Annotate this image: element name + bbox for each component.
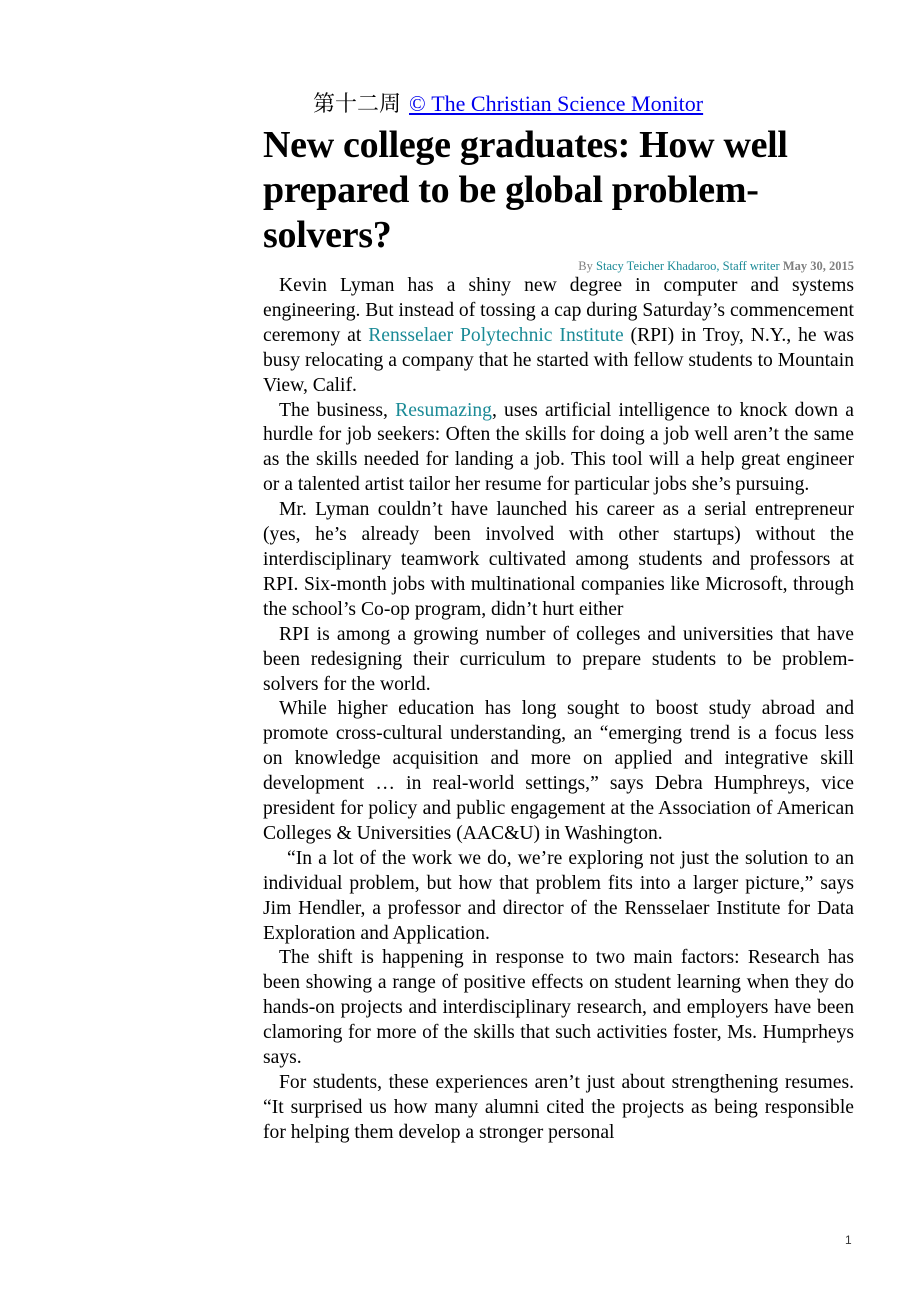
paragraph-2 <box>263 399 854 499</box>
article-body <box>263 274 854 1146</box>
byline-author-link[interactable]: Stacy Teicher Khadaroo, Staff writer <box>596 259 780 273</box>
paragraph-1 <box>263 274 854 399</box>
byline-by: By <box>578 259 593 273</box>
byline <box>263 258 854 274</box>
paragraph-text: , uses artificial intelligence to knock down a hurdle for job seekers: Often the skills for doing a job well aren’t the same as the skills needed for landing a job. This tool will a help great engineer or a talented artist tailor her resume for particular jobs she’s pursuing. <box>263 399 854 496</box>
paragraph-6: “In a lot of the work we do, we’re exploring not just the solution to an individual problem, but how that problem fits into a larger picture,” says Jim Hendler, a professor and director of the Rensselaer Institute for Data Exploration and Application. <box>263 847 854 944</box>
paragraph-8: For students, these experiences aren’t just about strengthening resumes. “It surprised us how many alumni cited the projects as being responsible for helping them develop a stronger personal <box>263 1072 854 1143</box>
paragraph-4: RPI is among a growing number of colleges and universities that have been redesigning their curriculum to prepare students to be problem-solvers for the world. <box>263 623 854 695</box>
paragraph-text: (RPI) in Troy, N.Y., he was busy relocating a company that he started with fellow students to Mountain View, Calif. <box>263 324 855 396</box>
rpi-link[interactable]: Rensselaer Polytechnic Institute <box>368 324 624 346</box>
header-line <box>313 89 703 119</box>
paragraph-5: While higher education has long sought to boost study abroad and promote cross-cultural understanding, an “emerging trend is a focus less on knowledge acquisition and more on applied and integrative skill development … in real-world settings,” says Debra Humphreys, vice president for policy and public engagement at the Association of American Colleges & Universities (AAC&U) in Washington. <box>263 698 854 844</box>
article-title: New college graduates: How well prepared to be global problem-solvers? <box>263 124 788 256</box>
week-label: 第十二周 <box>313 91 402 116</box>
paragraph-7: The shift is happening in response to two main factors: Research has been showing a range of positive effects on student learning when they do hands-on projects and interdisciplinary research, and employers have been clamoring for more of the skills that such activities foster, Ms. Humprheys says. <box>263 947 854 1069</box>
page-number: 1 <box>845 1233 852 1247</box>
paragraph-3: Mr. Lyman couldn’t have launched his career as a serial entrepreneur (yes, he’s already been involved with other startups) without the interdisciplinary teamwork cultivated among students and professors at RPI. Six-month jobs with multinational companies like Microsoft, through the school’s Co-op program, didn’t hurt either <box>263 499 854 620</box>
paragraph-text: Kevin Lyman has a shiny new degree in computer and systems engineering. But instead of tossing a cap during Saturday’s commencement ceremony at <box>263 275 854 346</box>
resumazing-link[interactable]: Resumazing <box>395 399 492 421</box>
source-link[interactable]: © The Christian Science Monitor <box>409 91 704 116</box>
paragraph-text: The business, <box>279 399 396 421</box>
byline-date: May 30, 2015 <box>782 259 854 273</box>
